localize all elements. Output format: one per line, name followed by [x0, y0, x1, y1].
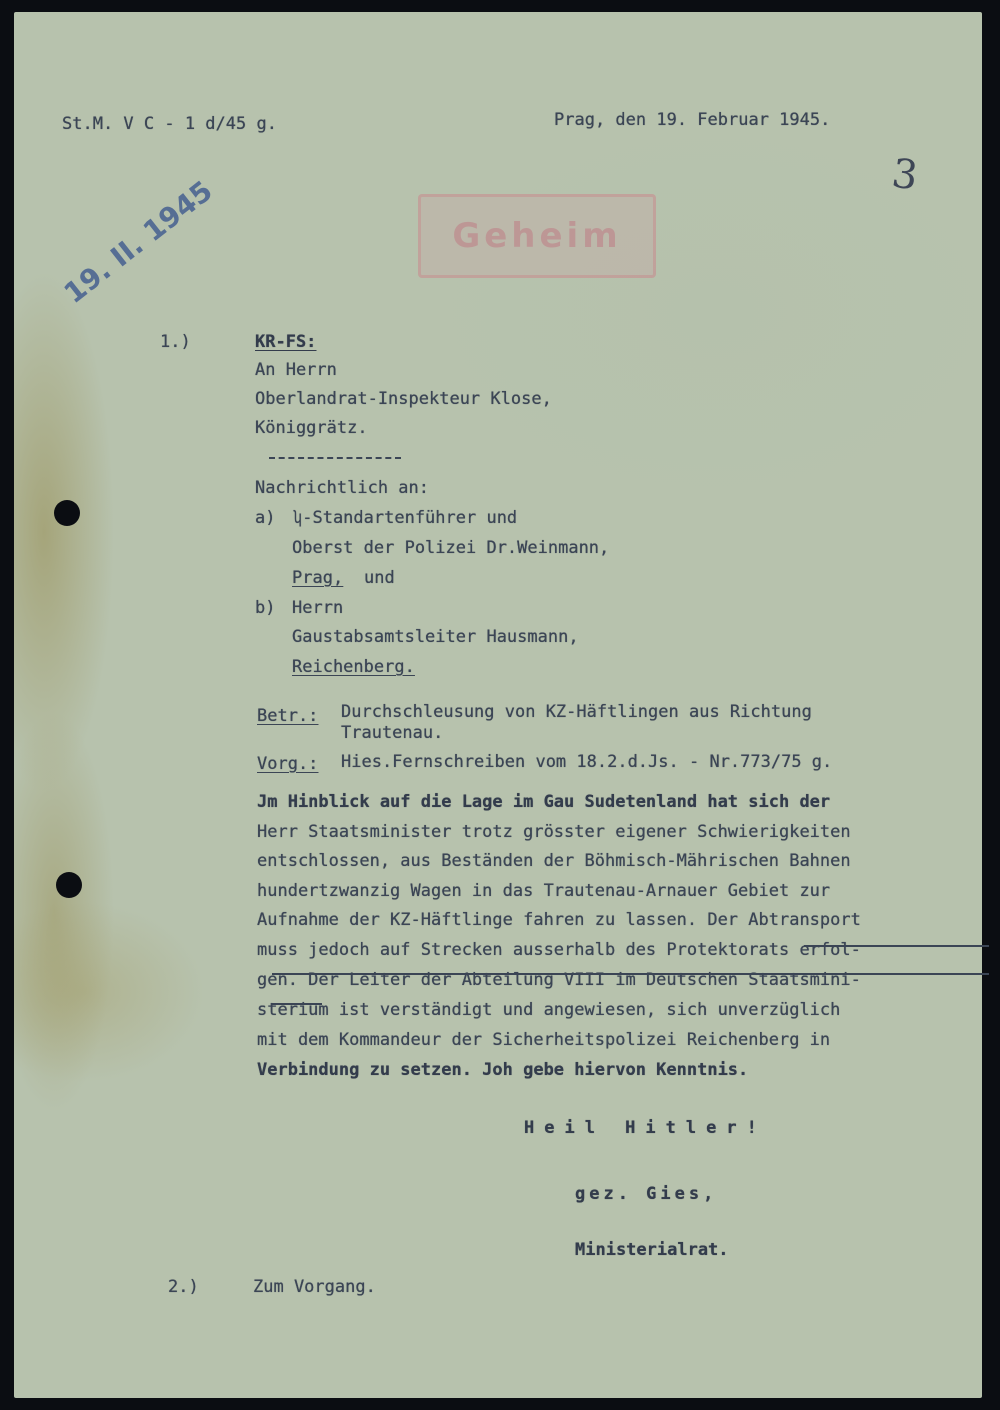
section-1-number: 1.): [160, 332, 191, 352]
body-line-1: Jm Hinblick auf die Lage im Gau Sudetenland hat sich der: [257, 792, 831, 812]
secret-stamp-text: Geheim: [452, 216, 622, 256]
body-line-3: entschlossen, aus Beständen der Böhmisch-Mährischen Bahnen: [257, 851, 851, 871]
underline-abtransport-1: [804, 945, 989, 947]
body-line-8: sterium ist verständigt und angewiesen, sich unverzüglich: [257, 1000, 841, 1020]
document-page: [14, 12, 982, 1398]
cc-a-conjunction: und: [364, 568, 395, 588]
signature: gez. Gies,: [575, 1184, 718, 1204]
recipient-line-2: Oberlandrat-Inspekteur Klose,: [255, 389, 552, 409]
closing-salutation: Heil Hitler!: [524, 1118, 767, 1138]
recipient-line-1: An Herrn: [255, 360, 337, 380]
recipient-line-3: Königgrätz.: [255, 418, 368, 438]
body-line-5: Aufnahme der KZ-Häftlinge fahren zu lassen. Der Abtransport: [257, 910, 861, 930]
underline-abtransport-3: [272, 1003, 322, 1005]
body-line-6: muss jedoch auf Strecken ausserhalb des Protektorats erfol-: [257, 940, 861, 960]
section-2-number: 2.): [168, 1277, 199, 1297]
body-line-2: Herr Staatsminister trotz grösster eigener Schwierigkeiten: [257, 822, 851, 842]
receipt-date-stamp: 19. II. 1945: [57, 174, 219, 310]
punch-hole-bottom: [56, 872, 82, 898]
subject-text: Durchschleusung von KZ-Häftlingen aus Richtung: [341, 702, 812, 722]
subject-text-continued: Trautenau.: [341, 723, 444, 743]
cc-b-line-3: Reichenberg.: [292, 657, 415, 677]
subject-label: Betr.:: [257, 706, 319, 726]
cc-b-label: b): [255, 598, 276, 618]
cc-heading: Nachrichtlich an:: [255, 478, 429, 498]
folio-number: 3: [888, 150, 921, 200]
separator-line: [269, 457, 401, 459]
cc-b-line-2: Gaustabsamtsleiter Hausmann,: [292, 627, 579, 647]
body-line-7: gen. Der Leiter der Abteilung VIII im Deutschen Staatsmini-: [257, 970, 861, 990]
signatory-title: Ministerialrat.: [575, 1240, 729, 1260]
body-line-10: Verbindung zu setzen. Joh gebe hiervon Kenntnis.: [257, 1060, 749, 1080]
punch-hole-top: [54, 500, 80, 526]
cc-a-label: a): [255, 508, 276, 528]
underline-abtransport-2: [272, 973, 989, 975]
section-2-text: Zum Vorgang.: [253, 1277, 376, 1297]
secret-stamp: [418, 194, 656, 278]
cc-a-line-2: Oberst der Polizei Dr.Weinmann,: [292, 538, 610, 558]
reference-number: St.M. V C - 1 d/45 g.: [62, 114, 277, 134]
cc-a-line-1: ʮ-Standartenführer und: [292, 508, 518, 528]
previous-ref-label: Vorg.:: [257, 754, 319, 774]
place-date: Prag, den 19. Februar 1945.: [554, 110, 831, 130]
channel-label: KR-FS:: [255, 332, 317, 352]
cc-b-line-1: Herrn: [292, 598, 344, 618]
body-line-9: mit dem Kommandeur der Sicherheitspolizei Reichenberg in: [257, 1030, 831, 1050]
cc-a-line-3: Prag,: [292, 568, 344, 588]
previous-ref-text: Hies.Fernschreiben vom 18.2.d.Js. - Nr.773/75 g.: [341, 752, 833, 772]
body-line-4: hundertzwanzig Wagen in das Trautenau-Arnauer Gebiet zur: [257, 881, 831, 901]
